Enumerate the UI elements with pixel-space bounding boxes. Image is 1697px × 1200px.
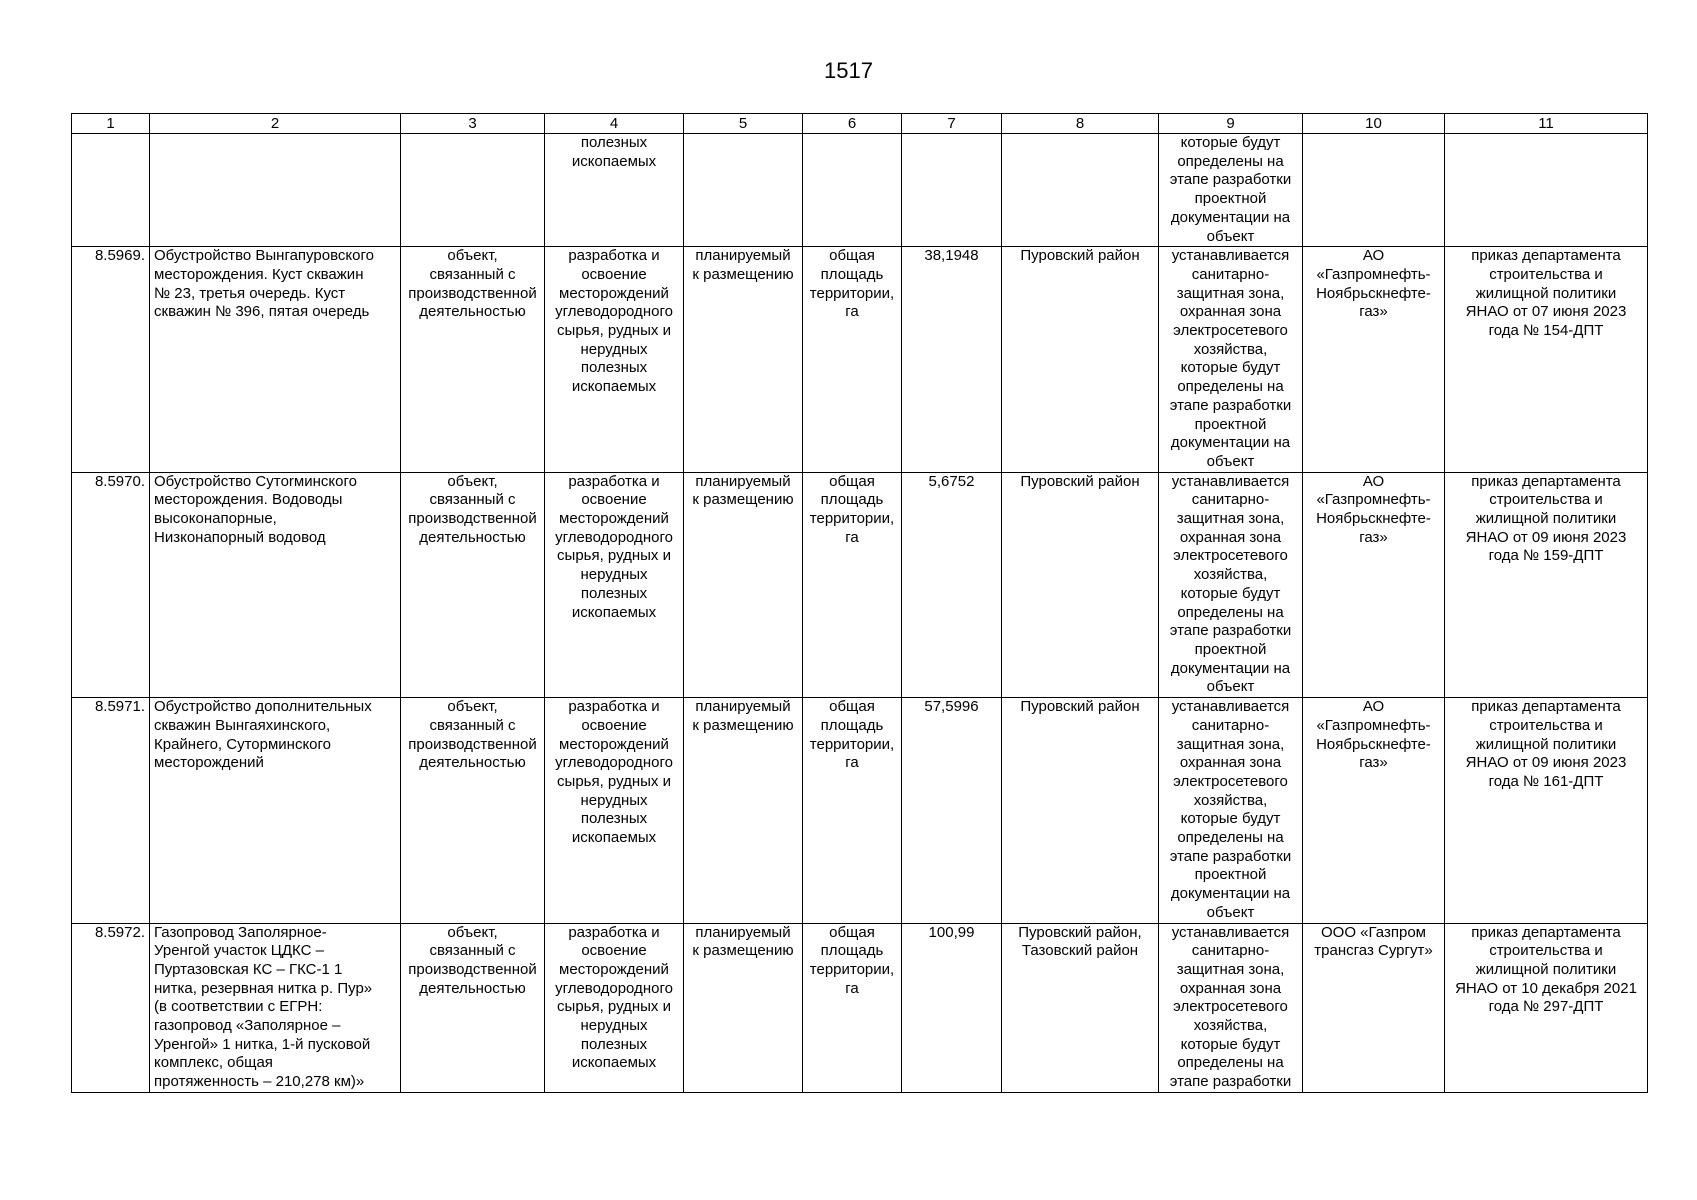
cell-location: Пуровский район <box>1002 247 1159 472</box>
column-number-row <box>72 114 1648 134</box>
page-number: 1517 <box>824 58 873 83</box>
cell-location <box>1002 134 1159 247</box>
table-row <box>72 472 1648 697</box>
table-row-continuation <box>72 134 1648 247</box>
table-row <box>72 698 1648 923</box>
cell-value: 57,5996 <box>902 698 1002 923</box>
cell-status: планируемый к размещению <box>684 472 803 697</box>
cell-doc: приказ департамента строительства и жилищной политики ЯНАО от 07 июня 2023 года № 154-ДПТ <box>1445 247 1648 472</box>
column-header: 1 <box>72 114 150 134</box>
cell-owner: ООО «Газпром трансгаз Сургут» <box>1303 923 1445 1092</box>
cell-purpose: разработка и освоение месторождений углеводородного сырья, рудных и нерудных полезных ископаемых <box>545 698 684 923</box>
column-header: 7 <box>902 114 1002 134</box>
cell-doc: приказ департамента строительства и жилищной политики ЯНАО от 09 июня 2023 года № 159-ДПТ <box>1445 472 1648 697</box>
cell-doc <box>1445 134 1648 247</box>
cell-type: объект, связанный с производственной деятельностью <box>401 698 545 923</box>
cell-id: 8.5970. <box>72 472 150 697</box>
cell-location: Пуровский район <box>1002 698 1159 923</box>
table-row <box>72 247 1648 472</box>
cell-name <box>150 134 401 247</box>
cell-type <box>401 134 545 247</box>
cell-value: 100,99 <box>902 923 1002 1092</box>
cell-id: 8.5971. <box>72 698 150 923</box>
column-header: 11 <box>1445 114 1648 134</box>
cell-param: общая площадь территории, га <box>803 698 902 923</box>
cell-status: планируемый к размещению <box>684 923 803 1092</box>
cell-type: объект, связанный с производственной деятельностью <box>401 247 545 472</box>
cell-owner <box>1303 134 1445 247</box>
column-header: 9 <box>1159 114 1303 134</box>
cell-name: Обустройство Сутorминского месторождения. Водоводы высоконапорные, Низконапорный водовод <box>150 472 401 697</box>
column-header: 8 <box>1002 114 1159 134</box>
cell-owner: АО «Газпромнефть- Ноябрьскнефте- газ» <box>1303 698 1445 923</box>
cell-zones: устанавливается санитарно- защитная зона, охранная зона электросетевого хозяйства, которые будут определены на этапе разработки проектной документации на объект <box>1159 472 1303 697</box>
cell-owner: АО «Газпромнефть- Ноябрьскнефте- газ» <box>1303 247 1445 472</box>
cell-param: общая площадь территории, га <box>803 247 902 472</box>
cell-zones: устанавливается санитарно- защитная зона, охранная зона электросетевого хозяйства, которые будут определены на этапе разработки проектной документации на объект <box>1159 698 1303 923</box>
column-header: 6 <box>803 114 902 134</box>
cell-status <box>684 134 803 247</box>
cell-status: планируемый к размещению <box>684 698 803 923</box>
column-header: 3 <box>401 114 545 134</box>
cell-id <box>72 134 150 247</box>
cell-param <box>803 134 902 247</box>
cell-owner: АО «Газпромнефть- Ноябрьскнефте- газ» <box>1303 472 1445 697</box>
cell-purpose: полезных ископаемых <box>545 134 684 247</box>
column-header: 2 <box>150 114 401 134</box>
cell-value: 38,1948 <box>902 247 1002 472</box>
table-row <box>72 923 1648 1092</box>
cell-zones: устанавливается санитарно- защитная зона, охранная зона электросетевого хозяйства, которые будут определены на этапе разработки проектной документации на объект <box>1159 247 1303 472</box>
cell-value <box>902 134 1002 247</box>
cell-zones: устанавливается санитарно- защитная зона, охранная зона электросетевого хозяйства, которые будут определены на этапе разработки <box>1159 923 1303 1092</box>
cell-location: Пуровский район, Тазовский район <box>1002 923 1159 1092</box>
column-header: 4 <box>545 114 684 134</box>
cell-purpose: разработка и освоение месторождений углеводородного сырья, рудных и нерудных полезных ископаемых <box>545 472 684 697</box>
cell-location: Пуровский район <box>1002 472 1159 697</box>
column-header: 5 <box>684 114 803 134</box>
cell-zones: которые будут определены на этапе разработки проектной документации на объект <box>1159 134 1303 247</box>
cell-value: 5,6752 <box>902 472 1002 697</box>
cell-name: Обустройство дополнительных скважин Вынгаяхинского, Крайнего, Суторминского месторождений <box>150 698 401 923</box>
cell-param: общая площадь территории, га <box>803 472 902 697</box>
cell-doc: приказ департамента строительства и жилищной политики ЯНАО от 09 июня 2023 года № 161-ДПТ <box>1445 698 1648 923</box>
cell-param: общая площадь территории, га <box>803 923 902 1092</box>
cell-purpose: разработка и освоение месторождений углеводородного сырья, рудных и нерудных полезных ископаемых <box>545 247 684 472</box>
cell-type: объект, связанный с производственной деятельностью <box>401 923 545 1092</box>
registry-table <box>71 113 1648 1093</box>
cell-purpose: разработка и освоение месторождений углеводородного сырья, рудных и нерудных полезных ископаемых <box>545 923 684 1092</box>
cell-doc: приказ департамента строительства и жилищной политики ЯНАО от 10 декабря 2021 года № 297-ДПТ <box>1445 923 1648 1092</box>
cell-id: 8.5972. <box>72 923 150 1092</box>
cell-id: 8.5969. <box>72 247 150 472</box>
column-header: 10 <box>1303 114 1445 134</box>
cell-name: Газопровод Заполярное- Уренгой участок ЦДКС – Пуртазовская КС – ГКС-1 1 нитка, резервная нитка р. Пур» (в соответствии с ЕГРН: газопровод «Заполярное – Уренгой» 1 нитка, 1-й пусковой комплекс, общая протяженность – 210,278 км)» <box>150 923 401 1092</box>
cell-type: объект, связанный с производственной деятельностью <box>401 472 545 697</box>
cell-name: Обустройство Вынгапуровского месторождения. Куст скважин № 23, третья очередь. Куст скважин № 396, пятая очередь <box>150 247 401 472</box>
cell-status: планируемый к размещению <box>684 247 803 472</box>
